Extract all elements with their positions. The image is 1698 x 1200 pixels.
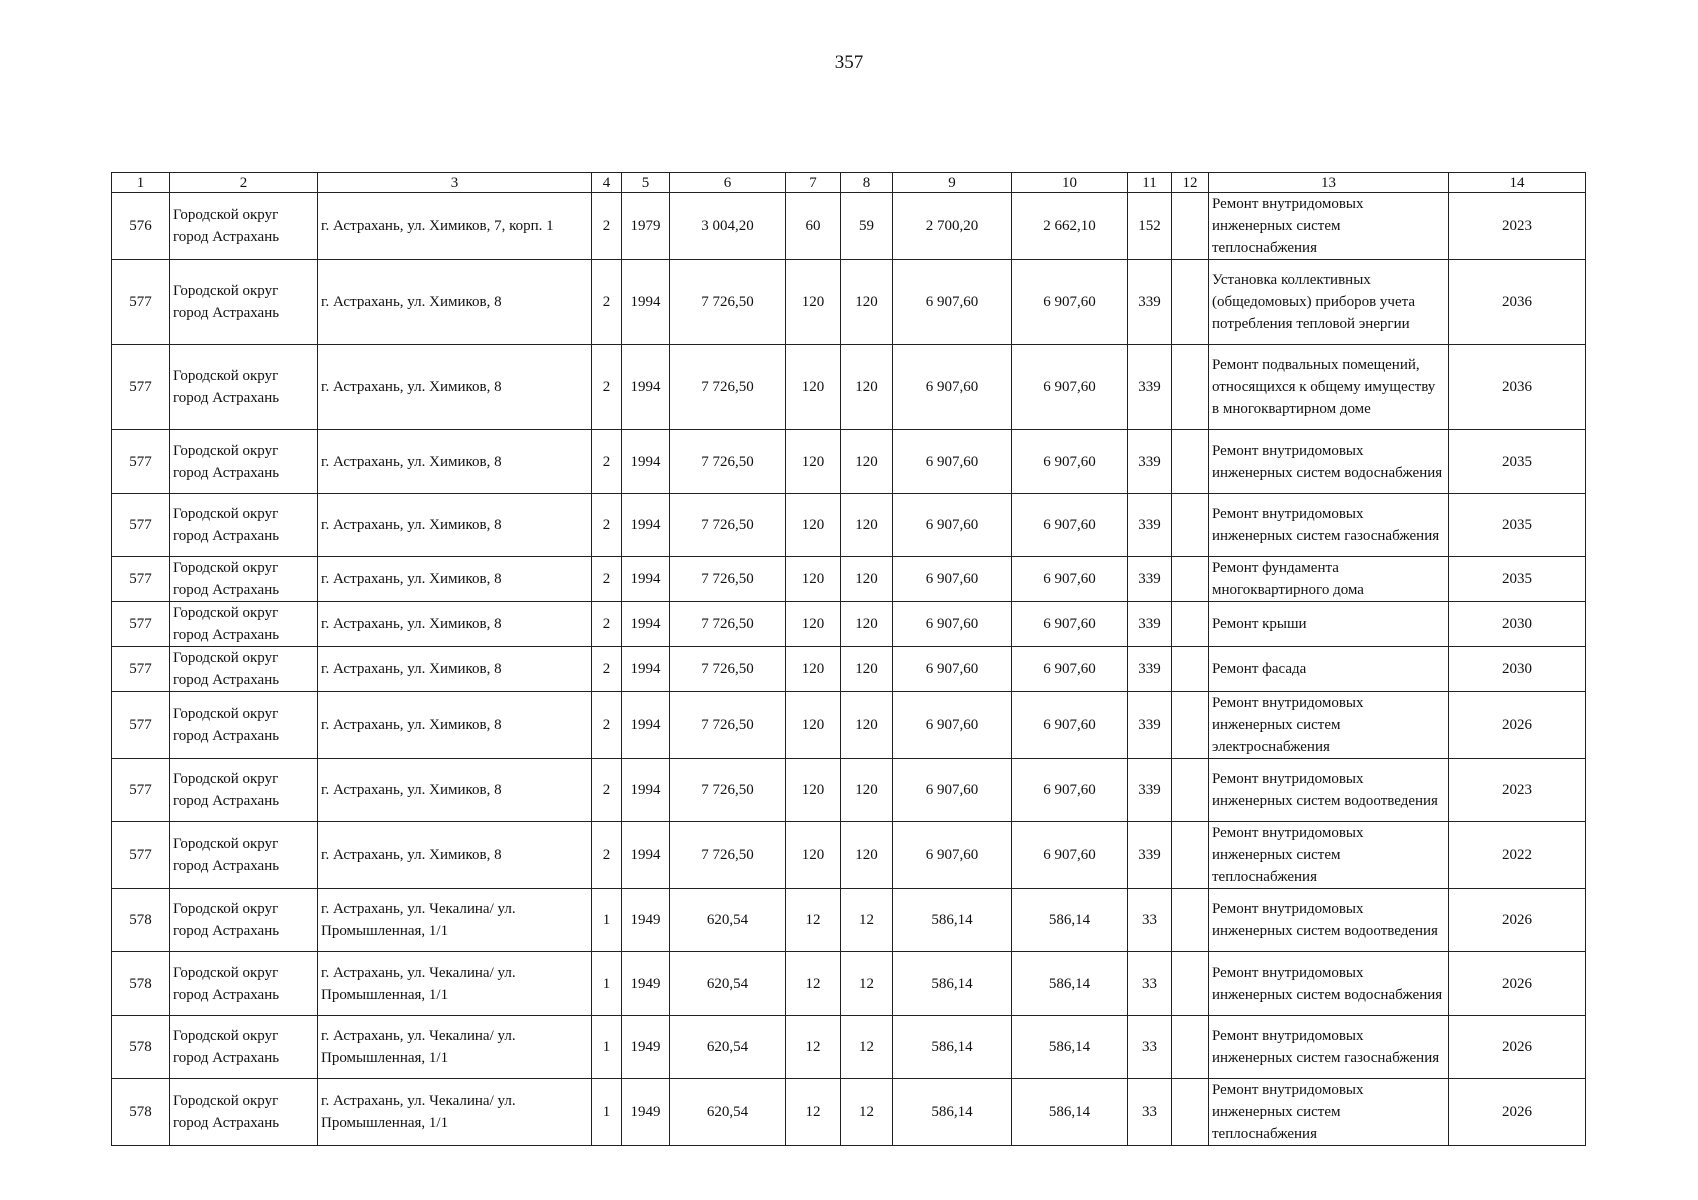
- year-built-cell: 1994: [622, 692, 670, 759]
- row-number-cell: 578: [112, 889, 170, 952]
- residents-cell: 120: [841, 345, 893, 430]
- total-area-cell: 7 726,50: [670, 759, 786, 822]
- floors-cell: 1: [592, 952, 622, 1016]
- residential-area-cell: 6 907,60: [1012, 602, 1128, 647]
- year-built-cell: 1949: [622, 1016, 670, 1079]
- floors-cell: 1: [592, 1079, 622, 1146]
- address-cell: г. Астрахань, ул. Чекалина/ ул. Промышленная, 1/1: [318, 889, 592, 952]
- owners-count-cell: 152: [1128, 193, 1172, 260]
- table-row: [112, 759, 1586, 822]
- table-row: [112, 692, 1586, 759]
- apartments-cell: 60: [786, 193, 841, 260]
- table-row: [112, 193, 1586, 260]
- year-built-cell: 1994: [622, 345, 670, 430]
- owners-count-cell: 339: [1128, 557, 1172, 602]
- floors-cell: 2: [592, 260, 622, 345]
- owners-count-cell: 33: [1128, 1079, 1172, 1146]
- column-number: 13: [1209, 173, 1449, 193]
- planned-year-cell: 2030: [1449, 602, 1586, 647]
- floors-cell: 2: [592, 602, 622, 647]
- planned-year-cell: 2035: [1449, 557, 1586, 602]
- row-number-cell: 577: [112, 822, 170, 889]
- floors-cell: 2: [592, 193, 622, 260]
- row-number-cell: 578: [112, 1079, 170, 1146]
- page-number: 357: [834, 52, 864, 73]
- row-number-cell: 577: [112, 647, 170, 692]
- empty-cell: [1172, 952, 1209, 1016]
- column-number: 3: [318, 173, 592, 193]
- total-area-cell: 7 726,50: [670, 692, 786, 759]
- living-area-cell: 586,14: [893, 1079, 1012, 1146]
- apartments-cell: 120: [786, 822, 841, 889]
- owners-count-cell: 339: [1128, 345, 1172, 430]
- address-cell: г. Астрахань, ул. Чекалина/ ул. Промышленная, 1/1: [318, 952, 592, 1016]
- row-number-cell: 577: [112, 494, 170, 557]
- table-row: [112, 647, 1586, 692]
- apartments-cell: 120: [786, 430, 841, 494]
- total-area-cell: 7 726,50: [670, 822, 786, 889]
- planned-year-cell: 2035: [1449, 494, 1586, 557]
- residents-cell: 12: [841, 1079, 893, 1146]
- owners-count-cell: 33: [1128, 889, 1172, 952]
- owners-count-cell: 339: [1128, 759, 1172, 822]
- living-area-cell: 6 907,60: [893, 260, 1012, 345]
- planned-year-cell: 2023: [1449, 193, 1586, 260]
- apartments-cell: 120: [786, 557, 841, 602]
- repair-work-cell: Ремонт фасада: [1209, 647, 1449, 692]
- address-cell: г. Астрахань, ул. Чекалина/ ул. Промышленная, 1/1: [318, 1016, 592, 1079]
- residents-cell: 120: [841, 647, 893, 692]
- floors-cell: 2: [592, 822, 622, 889]
- apartments-cell: 12: [786, 1016, 841, 1079]
- column-number: 7: [786, 173, 841, 193]
- residents-cell: 120: [841, 557, 893, 602]
- residents-cell: 120: [841, 260, 893, 345]
- row-number-cell: 577: [112, 692, 170, 759]
- living-area-cell: 6 907,60: [893, 494, 1012, 557]
- municipality-cell: Городской округ город Астрахань: [170, 759, 318, 822]
- column-number: 2: [170, 173, 318, 193]
- row-number-cell: 578: [112, 952, 170, 1016]
- apartments-cell: 12: [786, 952, 841, 1016]
- total-area-cell: 3 004,20: [670, 193, 786, 260]
- table-row: [112, 889, 1586, 952]
- empty-cell: [1172, 647, 1209, 692]
- municipality-cell: Городской округ город Астрахань: [170, 952, 318, 1016]
- municipality-cell: Городской округ город Астрахань: [170, 260, 318, 345]
- year-built-cell: 1994: [622, 602, 670, 647]
- living-area-cell: 6 907,60: [893, 430, 1012, 494]
- year-built-cell: 1994: [622, 557, 670, 602]
- municipality-cell: Городской округ город Астрахань: [170, 822, 318, 889]
- column-number: 11: [1128, 173, 1172, 193]
- repair-work-cell: Ремонт фундамента многоквартирного дома: [1209, 557, 1449, 602]
- residential-area-cell: 6 907,60: [1012, 692, 1128, 759]
- address-cell: г. Астрахань, ул. Химиков, 8: [318, 759, 592, 822]
- total-area-cell: 620,54: [670, 1079, 786, 1146]
- residents-cell: 120: [841, 759, 893, 822]
- floors-cell: 2: [592, 494, 622, 557]
- residents-cell: 120: [841, 692, 893, 759]
- table-row: [112, 822, 1586, 889]
- table-body: [112, 193, 1586, 1146]
- year-built-cell: 1949: [622, 1079, 670, 1146]
- total-area-cell: 620,54: [670, 889, 786, 952]
- address-cell: г. Астрахань, ул. Химиков, 8: [318, 602, 592, 647]
- apartments-cell: 120: [786, 647, 841, 692]
- repair-work-cell: Ремонт крыши: [1209, 602, 1449, 647]
- apartments-cell: 120: [786, 345, 841, 430]
- residential-area-cell: 586,14: [1012, 952, 1128, 1016]
- owners-count-cell: 339: [1128, 647, 1172, 692]
- year-built-cell: 1949: [622, 952, 670, 1016]
- total-area-cell: 7 726,50: [670, 647, 786, 692]
- column-number: 10: [1012, 173, 1128, 193]
- residential-area-cell: 6 907,60: [1012, 822, 1128, 889]
- residents-cell: 12: [841, 952, 893, 1016]
- repair-work-cell: Ремонт внутридомовых инженерных систем водоснабжения: [1209, 952, 1449, 1016]
- total-area-cell: 7 726,50: [670, 557, 786, 602]
- address-cell: г. Астрахань, ул. Химиков, 8: [318, 430, 592, 494]
- residents-cell: 59: [841, 193, 893, 260]
- living-area-cell: 6 907,60: [893, 822, 1012, 889]
- table-row: [112, 1016, 1586, 1079]
- floors-cell: 2: [592, 557, 622, 602]
- table-row: [112, 430, 1586, 494]
- municipality-cell: Городской округ город Астрахань: [170, 1016, 318, 1079]
- municipality-cell: Городской округ город Астрахань: [170, 647, 318, 692]
- row-number-cell: 577: [112, 260, 170, 345]
- apartments-cell: 120: [786, 692, 841, 759]
- total-area-cell: 7 726,50: [670, 345, 786, 430]
- owners-count-cell: 339: [1128, 260, 1172, 345]
- repair-work-cell: Ремонт внутридомовых инженерных систем электроснабжения: [1209, 692, 1449, 759]
- empty-cell: [1172, 759, 1209, 822]
- residents-cell: 120: [841, 494, 893, 557]
- address-cell: г. Астрахань, ул. Химиков, 8: [318, 494, 592, 557]
- living-area-cell: 586,14: [893, 889, 1012, 952]
- apartments-cell: 120: [786, 260, 841, 345]
- municipality-cell: Городской округ город Астрахань: [170, 889, 318, 952]
- municipality-cell: Городской округ город Астрахань: [170, 494, 318, 557]
- row-number-cell: 577: [112, 345, 170, 430]
- living-area-cell: 6 907,60: [893, 647, 1012, 692]
- address-cell: г. Астрахань, ул. Химиков, 8: [318, 557, 592, 602]
- row-number-cell: 577: [112, 759, 170, 822]
- owners-count-cell: 339: [1128, 692, 1172, 759]
- repair-work-cell: Ремонт внутридомовых инженерных систем водоотведения: [1209, 889, 1449, 952]
- municipality-cell: Городской округ город Астрахань: [170, 692, 318, 759]
- total-area-cell: 620,54: [670, 952, 786, 1016]
- residential-area-cell: 6 907,60: [1012, 759, 1128, 822]
- repair-work-cell: Ремонт внутридомовых инженерных систем теплоснабжения: [1209, 822, 1449, 889]
- row-number-cell: 577: [112, 430, 170, 494]
- municipality-cell: Городской округ город Астрахань: [170, 1079, 318, 1146]
- floors-cell: 2: [592, 692, 622, 759]
- apartments-cell: 12: [786, 1079, 841, 1146]
- empty-cell: [1172, 430, 1209, 494]
- row-number-cell: 576: [112, 193, 170, 260]
- empty-cell: [1172, 692, 1209, 759]
- residential-area-cell: 2 662,10: [1012, 193, 1128, 260]
- total-area-cell: 7 726,50: [670, 260, 786, 345]
- table-row: [112, 557, 1586, 602]
- residents-cell: 120: [841, 822, 893, 889]
- residential-area-cell: 6 907,60: [1012, 557, 1128, 602]
- floors-cell: 1: [592, 1016, 622, 1079]
- column-number: 4: [592, 173, 622, 193]
- empty-cell: [1172, 822, 1209, 889]
- empty-cell: [1172, 557, 1209, 602]
- column-number: 6: [670, 173, 786, 193]
- row-number-cell: 577: [112, 557, 170, 602]
- year-built-cell: 1994: [622, 494, 670, 557]
- year-built-cell: 1994: [622, 647, 670, 692]
- planned-year-cell: 2026: [1449, 889, 1586, 952]
- column-number: 9: [893, 173, 1012, 193]
- planned-year-cell: 2026: [1449, 692, 1586, 759]
- column-number: 1: [112, 173, 170, 193]
- residential-area-cell: 6 907,60: [1012, 494, 1128, 557]
- residents-cell: 120: [841, 602, 893, 647]
- repair-work-cell: Ремонт внутридомовых инженерных систем водоснабжения: [1209, 430, 1449, 494]
- table-row: [112, 494, 1586, 557]
- living-area-cell: 6 907,60: [893, 759, 1012, 822]
- empty-cell: [1172, 602, 1209, 647]
- planned-year-cell: 2026: [1449, 1079, 1586, 1146]
- empty-cell: [1172, 345, 1209, 430]
- address-cell: г. Астрахань, ул. Химиков, 8: [318, 345, 592, 430]
- planned-year-cell: 2022: [1449, 822, 1586, 889]
- address-cell: г. Астрахань, ул. Чекалина/ ул. Промышленная, 1/1: [318, 1079, 592, 1146]
- floors-cell: 2: [592, 345, 622, 430]
- repair-work-cell: Ремонт внутридомовых инженерных систем газоснабжения: [1209, 1016, 1449, 1079]
- municipality-cell: Городской округ город Астрахань: [170, 602, 318, 647]
- residential-area-cell: 586,14: [1012, 1016, 1128, 1079]
- living-area-cell: 6 907,60: [893, 557, 1012, 602]
- living-area-cell: 2 700,20: [893, 193, 1012, 260]
- row-number-cell: 578: [112, 1016, 170, 1079]
- table-row: [112, 345, 1586, 430]
- table-row: [112, 260, 1586, 345]
- table-row: [112, 602, 1586, 647]
- municipality-cell: Городской округ город Астрахань: [170, 557, 318, 602]
- residents-cell: 12: [841, 889, 893, 952]
- floors-cell: 2: [592, 647, 622, 692]
- living-area-cell: 586,14: [893, 952, 1012, 1016]
- planned-year-cell: 2030: [1449, 647, 1586, 692]
- planned-year-cell: 2036: [1449, 345, 1586, 430]
- address-cell: г. Астрахань, ул. Химиков, 7, корп. 1: [318, 193, 592, 260]
- repair-work-cell: Ремонт внутридомовых инженерных систем теплоснабжения: [1209, 1079, 1449, 1146]
- address-cell: г. Астрахань, ул. Химиков, 8: [318, 692, 592, 759]
- municipality-cell: Городской округ город Астрахань: [170, 430, 318, 494]
- residential-area-cell: 6 907,60: [1012, 260, 1128, 345]
- empty-cell: [1172, 889, 1209, 952]
- living-area-cell: 6 907,60: [893, 692, 1012, 759]
- living-area-cell: 6 907,60: [893, 602, 1012, 647]
- floors-cell: 1: [592, 889, 622, 952]
- apartments-cell: 12: [786, 889, 841, 952]
- apartments-cell: 120: [786, 494, 841, 557]
- residents-cell: 12: [841, 1016, 893, 1079]
- owners-count-cell: 339: [1128, 430, 1172, 494]
- column-number: 12: [1172, 173, 1209, 193]
- housing-repair-table: [111, 172, 1586, 1146]
- residential-area-cell: 586,14: [1012, 889, 1128, 952]
- residential-area-cell: 6 907,60: [1012, 345, 1128, 430]
- residential-area-cell: 6 907,60: [1012, 647, 1128, 692]
- empty-cell: [1172, 494, 1209, 557]
- owners-count-cell: 339: [1128, 602, 1172, 647]
- living-area-cell: 586,14: [893, 1016, 1012, 1079]
- address-cell: г. Астрахань, ул. Химиков, 8: [318, 822, 592, 889]
- owners-count-cell: 33: [1128, 952, 1172, 1016]
- table-row: [112, 952, 1586, 1016]
- year-built-cell: 1994: [622, 430, 670, 494]
- empty-cell: [1172, 1016, 1209, 1079]
- year-built-cell: 1994: [622, 759, 670, 822]
- year-built-cell: 1979: [622, 193, 670, 260]
- empty-cell: [1172, 1079, 1209, 1146]
- owners-count-cell: 339: [1128, 822, 1172, 889]
- apartments-cell: 120: [786, 602, 841, 647]
- planned-year-cell: 2035: [1449, 430, 1586, 494]
- column-number-row: [112, 173, 1586, 193]
- repair-work-cell: Ремонт подвальных помещений, относящихся к общему имуществу в многоквартирном доме: [1209, 345, 1449, 430]
- total-area-cell: 7 726,50: [670, 602, 786, 647]
- municipality-cell: Городской округ город Астрахань: [170, 345, 318, 430]
- municipality-cell: Городской округ город Астрахань: [170, 193, 318, 260]
- repair-work-cell: Ремонт внутридомовых инженерных систем газоснабжения: [1209, 494, 1449, 557]
- column-number: 8: [841, 173, 893, 193]
- planned-year-cell: 2026: [1449, 952, 1586, 1016]
- living-area-cell: 6 907,60: [893, 345, 1012, 430]
- residents-cell: 120: [841, 430, 893, 494]
- residential-area-cell: 586,14: [1012, 1079, 1128, 1146]
- apartments-cell: 120: [786, 759, 841, 822]
- row-number-cell: 577: [112, 602, 170, 647]
- owners-count-cell: 339: [1128, 494, 1172, 557]
- empty-cell: [1172, 193, 1209, 260]
- total-area-cell: 7 726,50: [670, 430, 786, 494]
- address-cell: г. Астрахань, ул. Химиков, 8: [318, 260, 592, 345]
- column-number: 5: [622, 173, 670, 193]
- floors-cell: 2: [592, 759, 622, 822]
- residential-area-cell: 6 907,60: [1012, 430, 1128, 494]
- empty-cell: [1172, 260, 1209, 345]
- owners-count-cell: 33: [1128, 1016, 1172, 1079]
- total-area-cell: 620,54: [670, 1016, 786, 1079]
- floors-cell: 2: [592, 430, 622, 494]
- year-built-cell: 1994: [622, 822, 670, 889]
- year-built-cell: 1994: [622, 260, 670, 345]
- repair-work-cell: Установка коллективных (общедомовых) приборов учета потребления тепловой энергии: [1209, 260, 1449, 345]
- planned-year-cell: 2023: [1449, 759, 1586, 822]
- address-cell: г. Астрахань, ул. Химиков, 8: [318, 647, 592, 692]
- repair-work-cell: Ремонт внутридомовых инженерных систем теплоснабжения: [1209, 193, 1449, 260]
- repair-work-cell: Ремонт внутридомовых инженерных систем водоотведения: [1209, 759, 1449, 822]
- planned-year-cell: 2036: [1449, 260, 1586, 345]
- planned-year-cell: 2026: [1449, 1016, 1586, 1079]
- table-row: [112, 1079, 1586, 1146]
- total-area-cell: 7 726,50: [670, 494, 786, 557]
- year-built-cell: 1949: [622, 889, 670, 952]
- column-number: 14: [1449, 173, 1586, 193]
